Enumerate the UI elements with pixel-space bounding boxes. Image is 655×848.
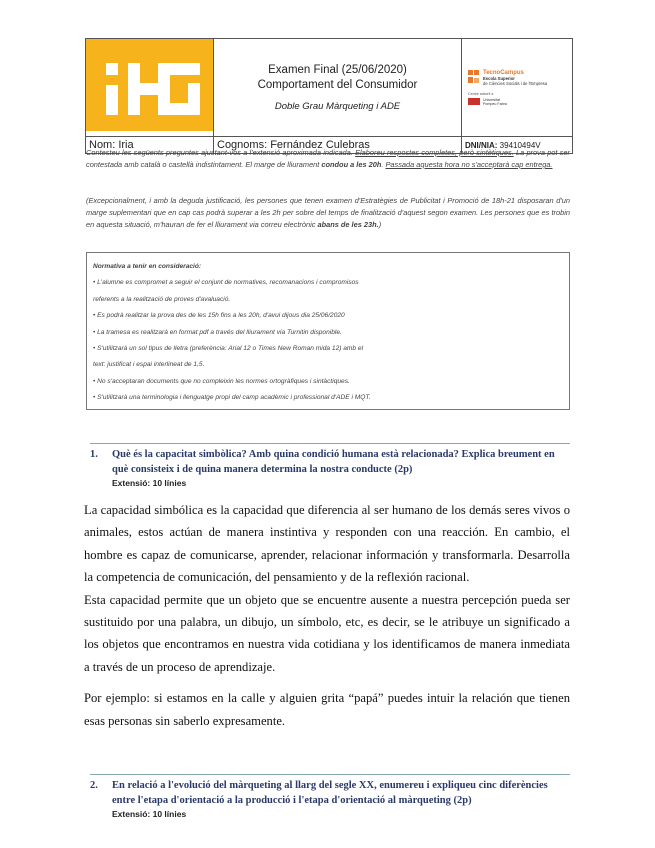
question-extension: Extensió: 10 línies (112, 478, 187, 488)
rule-item: • L'alumne es compromet a seguir el conjunt de normatives, recomanacions i compromisos (93, 279, 359, 287)
question-text: En relació a l'evolució del màrqueting al llarg del segle XX, enumereu i expliqueu cinc diferències entre l'etapa d'orientació a la producció i l'etapa d'orientació al màrqueting (2p) (112, 780, 548, 806)
answer-paragraph: Por ejemplo: si estamos en la calle y alguien grita “papá” puedes intuir la relación que tienen esas personas sin saberlo expresamente. (84, 691, 570, 728)
question-number: 1. (90, 449, 98, 460)
answer-paragraph: La capacidad simbólica es la capacidad que diferencia al ser humano de los demás seres vivos o animales, estos actúan de manera instintiva y responden con una reacción. En cambio, el hombre es capaz de comunicarse, aprender, relacionar información y transformarla. Desarrolla la competencia de comunicación, del pensamiento y de la reflexión racional. (84, 503, 570, 585)
question-2 (90, 774, 570, 819)
instructions-paragraph-1: Contesteu les següents preguntes ajustant-vos a l'extensió aproximada indicada. Elaboreu respostes completes, però sintètiques. La prova pot ser contestada amb català o castellà indistintament. El marge de lliurament condou a les 20h. Passada aquesta hora no s'acceptarà cap entrega. (86, 148, 570, 169)
university-name: Universitat Pompeu Fabra (483, 97, 507, 106)
rules-heading: Normativa a tenir en consideració: (93, 263, 202, 270)
exam-header (85, 38, 573, 154)
subject-title: Comportament del Consumidor (257, 79, 418, 91)
id-field: DNI/NIA: 39410494V (462, 137, 573, 154)
school-desc-2: de Ciències Socials i de l'Empresa (483, 80, 548, 86)
exam-title: Examen Final (25/06/2020) (268, 64, 407, 76)
question-number: 2. (90, 780, 98, 791)
rule-item: • La tramesa es realitzarà en format pdf a través del lliurament via Turnitin disponible. (93, 328, 342, 336)
question-extension: Extensió: 10 línies (112, 809, 187, 819)
exam-title-cell (214, 39, 462, 137)
question-1 (90, 443, 570, 488)
school-name: TecnoCampus (483, 69, 524, 76)
degree-title: Doble Grau Màrqueting i ADE (274, 101, 401, 112)
school-logo-icon (468, 70, 480, 84)
rule-item: • Es podrà realitzar la prova des de les 15h fins a les 20h, d'avui dijous dia 25/06/2020 (93, 312, 345, 320)
rules-box (86, 252, 570, 410)
answer-1 (84, 499, 570, 732)
rule-item: • S'utilitzarà un sol tipus de lletra (preferència: Arial 12 o Times New Roman mida 12) amb el (93, 345, 364, 353)
affiliation-label: Centre adscrit a (468, 91, 494, 96)
name-field: Nom: Iria (86, 137, 214, 154)
rule-item: • No s'acceptaran documents que no compleixin les normes ortogràfiques i sintàctiques. (93, 377, 350, 385)
tecnocampus-logo (86, 39, 213, 131)
instructions-paragraph-2: (Excepcionalment, i amb la deguda justificació, les persones que tenen examen d'Estratègies de Publicitat i Promoció de 18h-21 disposaran d'un marge suplementari que en cap cas podrà superar a les 2h per sobre del temps de finalització d'aquest segon examen. Les persones que es trobin en aquesta situació, m'hauran de fer el lliurament via correu electrònic abans de les 23h.) (86, 196, 570, 229)
surname-field: Cognoms: Fernández Culebras (214, 137, 462, 154)
question-text: Què és la capacitat simbòlica? Amb quina condició humana està relacionada? Explica breument en què consisteix i de quina manera determina la nostra conducte (2p) (112, 449, 555, 475)
answer-paragraph: Esta capacidad permite que un objeto que se encuentre ausente a nuestra percepción pueda ser sustituido por una palabra, un dibujo, un símbolo, etc, es decir, se le atribuye un significado a los objetos que encontramos en nuestra vida cotidiana y los identificamos de manera inmediata a través de un proceso de aprendizaje. (84, 592, 570, 674)
upf-logo-icon (468, 98, 480, 105)
school-desc-1: Escola Superior (483, 75, 515, 81)
rule-item: • S'utilitzarà una terminologia i llenguatge propi del camp acadèmic i professional d'ADE i MQT. (93, 394, 371, 402)
rule-item: text: justificat i espai interlineat de 1,5. (93, 361, 205, 369)
school-cell (462, 39, 573, 137)
rule-item: referents a la realització de proves d'avaluació. (93, 295, 231, 303)
tecnocampus-logo-cell (86, 39, 214, 137)
